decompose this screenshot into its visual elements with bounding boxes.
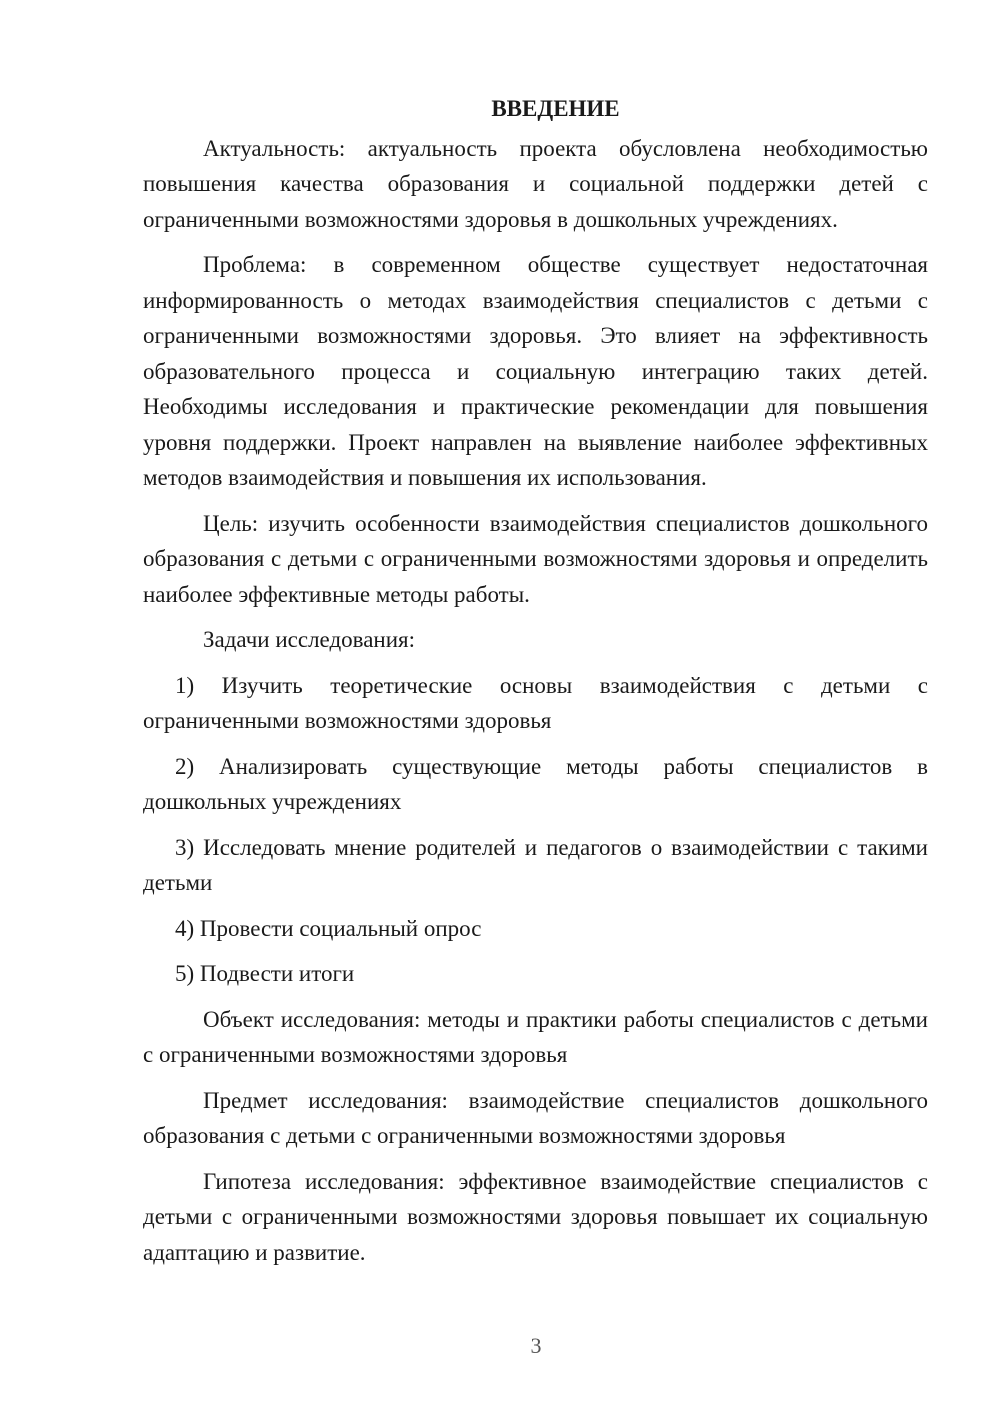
task-item-3: 3) Исследовать мнение родителей и педагогов о взаимодействии с такими детьми	[143, 834, 928, 895]
task-item-1: 1) Изучить теоретические основы взаимодействия с детьми с ограниченными возможностями здоровья	[143, 672, 928, 733]
tasks-heading: Задачи исследования:	[203, 627, 416, 652]
paragraph-subject: Предмет исследования: взаимодействие специалистов дошкольного образования с детьми с ограниченными возможностями здоровья	[143, 1087, 928, 1148]
task-item-2: 2) Анализировать существующие методы работы специалистов в дошкольных учреждениях	[143, 753, 928, 814]
paragraph-object: Объект исследования: методы и практики работы специалистов с детьми с ограниченными возможностями здоровья	[143, 1006, 928, 1067]
task-item-4: 4) Провести социальный опрос	[175, 915, 482, 941]
paragraph-hypothesis: Гипотеза исследования: эффективное взаимодействие специалистов с детьми с ограниченными возможностями здоровья повышает их социальную адаптацию и развитие.	[143, 1168, 928, 1265]
page-title: ВВЕДЕНИЕ	[491, 96, 620, 121]
paragraph-goal: Цель: изучить особенности взаимодействия специалистов дошкольного образования с детьми с ограниченными возможностями здоровья и определить наиболее эффективные методы работы.	[143, 510, 928, 607]
paragraph-relevance: Актуальность: актуальность проекта обусловлена необходимостью повышения качества образования и социальной поддержки детей с ограниченными возможностями здоровья в дошкольных учреждениях.	[143, 135, 928, 232]
paragraph-problem: Проблема: в современном обществе существует недостаточная информированность о методах взаимодействия специалистов с детьми с ограниченными возможностями здоровья. Это влияет на эффективность образовательного процесса и социальную интеграцию таких детей. Необходимы исследования и практические рекомендации для повышения уровня поддержки. Проект направлен на выявление наиболее эффективных методов взаимодействия и повышения их использования.	[143, 252, 928, 490]
page-content	[143, 91, 928, 1280]
page-number: 3	[530, 1333, 542, 1358]
task-item-5: 5) Подвести итоги	[175, 961, 355, 986]
